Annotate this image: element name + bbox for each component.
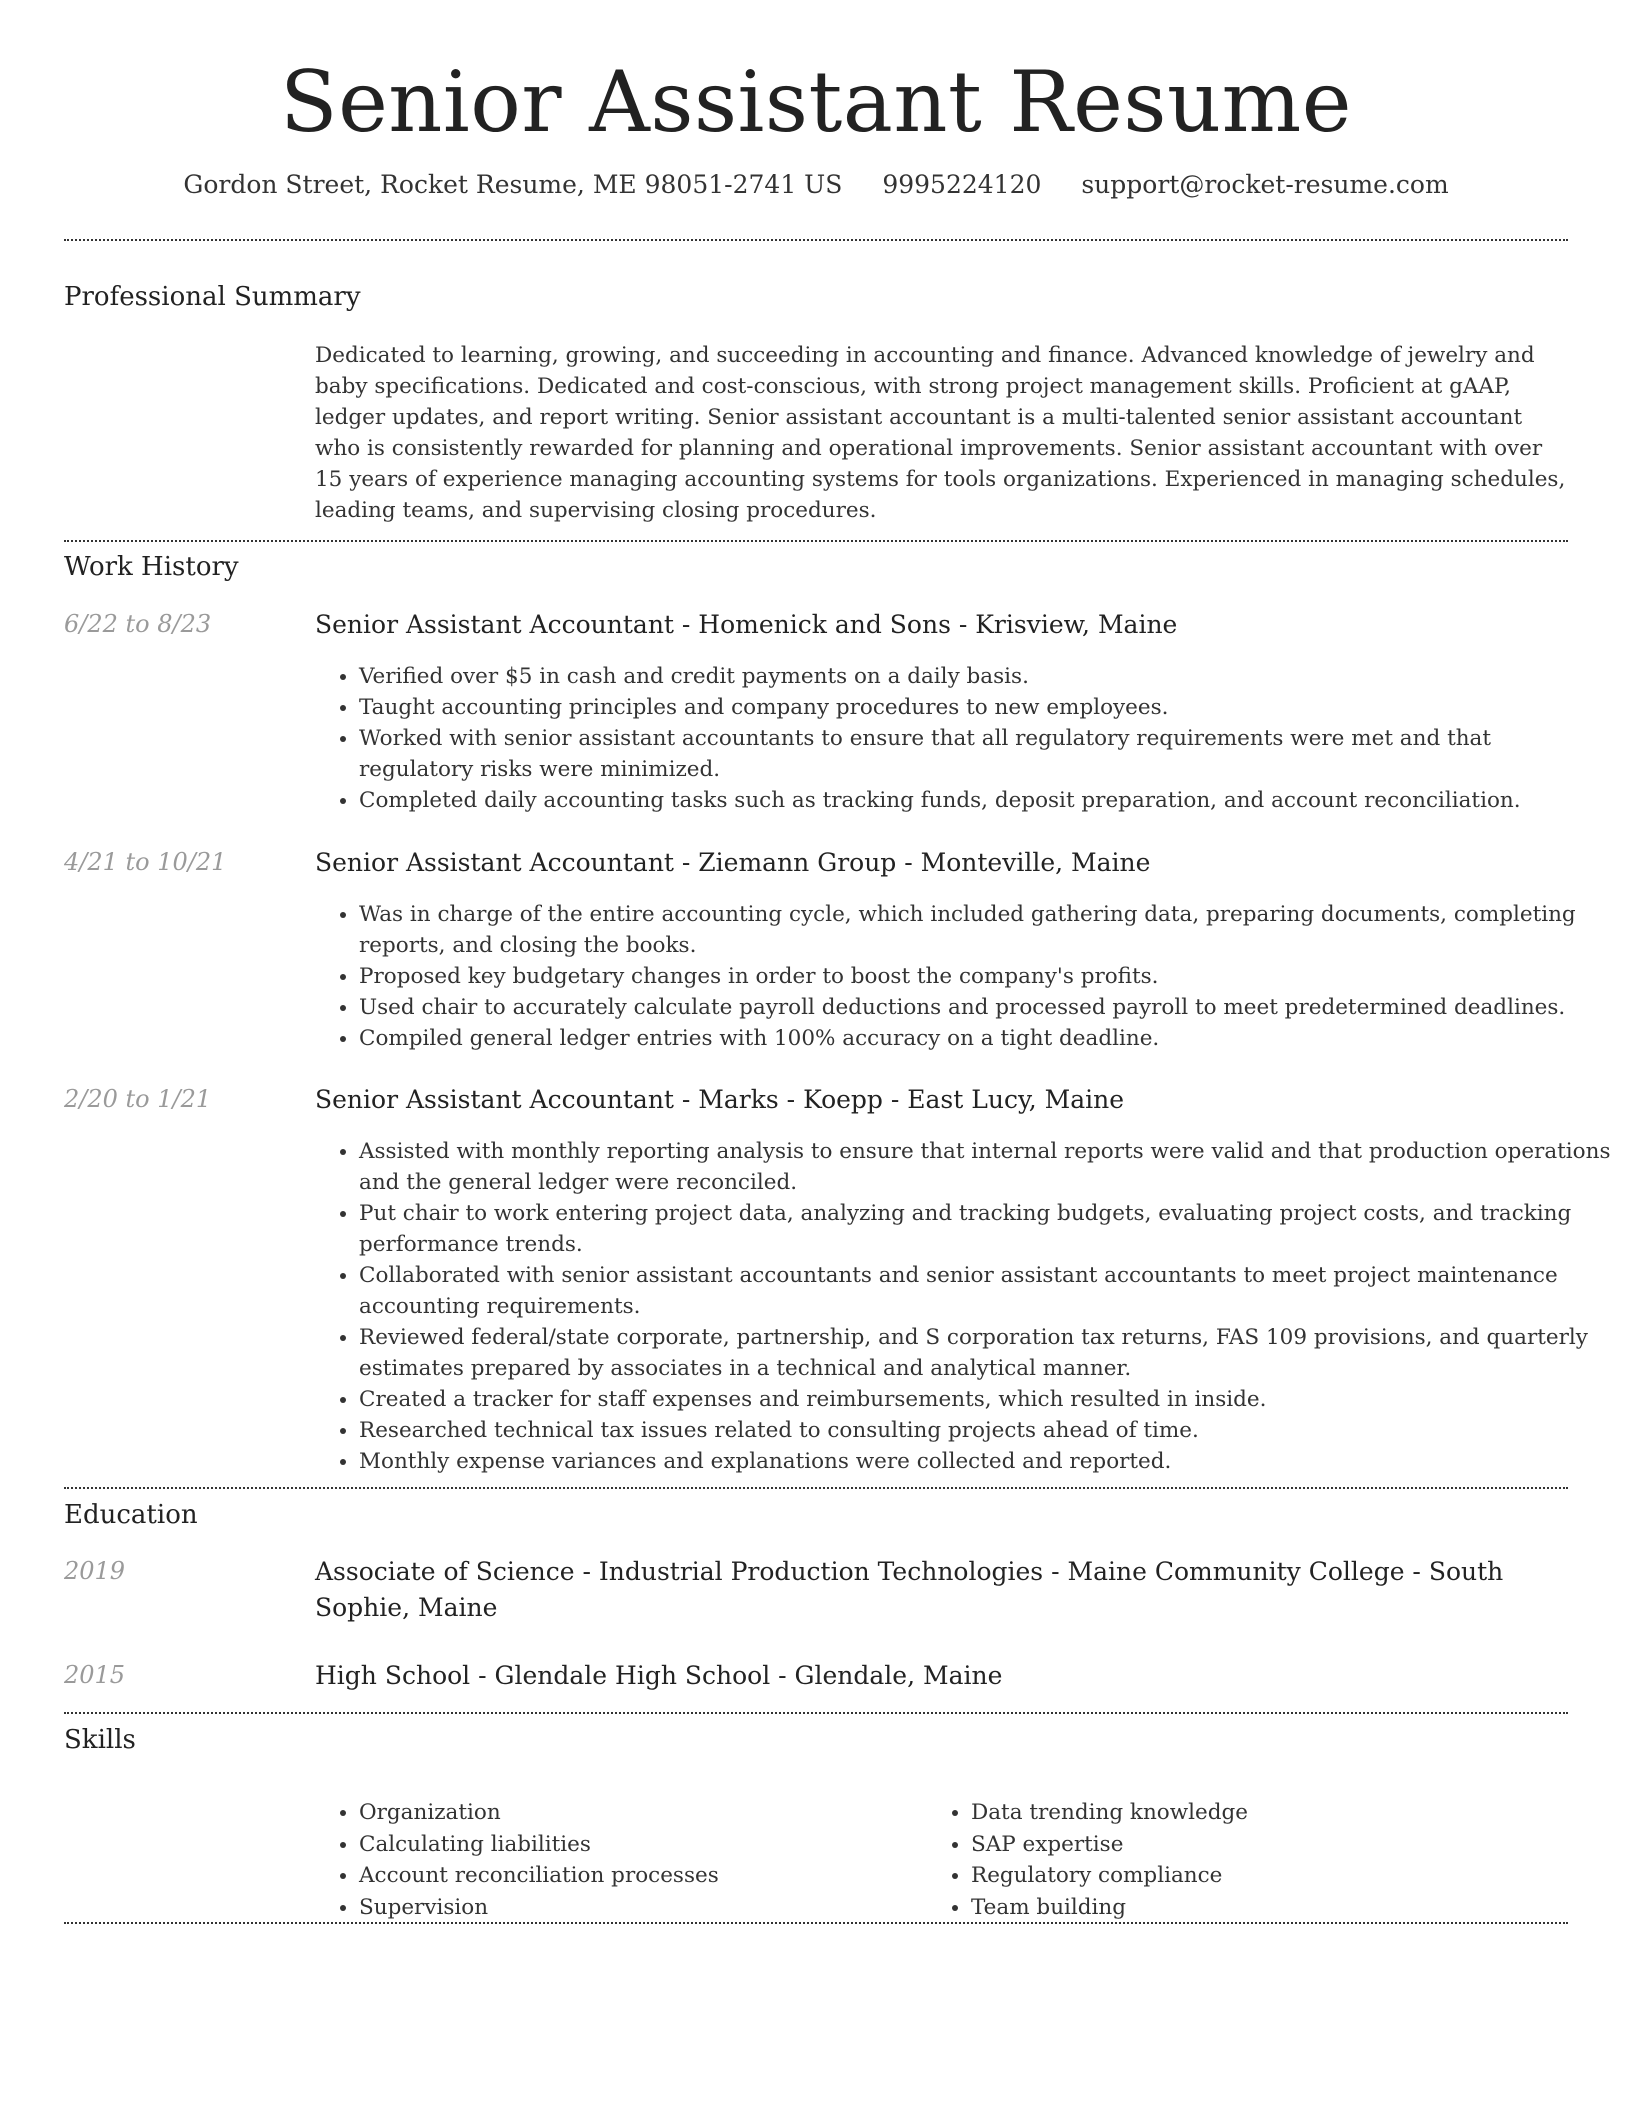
job-dates: 2/20 to 1/21: [64, 1085, 212, 1113]
job-bullet: • Completed daily accounting tasks such as tracking funds, deposit preparation, and account reconciliation.: [359, 785, 1612, 816]
job-bullet: • Taught accounting principles and company procedures to new employees.: [359, 692, 1612, 723]
contact-phone: 9995224120: [882, 170, 1042, 199]
education-title: High School - Glendale High School - Glendale, Maine: [315, 1661, 1003, 1690]
summary-heading: Professional Summary: [64, 282, 361, 312]
job-bullet: • Assisted with monthly reporting analysis to ensure that internal reports were valid and that production operations and the general ledger were reconciled.: [359, 1136, 1612, 1198]
contact-line: [0, 170, 1632, 199]
skill-item: • Data trending knowledge: [971, 1797, 1531, 1829]
skill-item: • Supervision: [359, 1892, 919, 1924]
job-bullet: • Created a tracker for staff expenses and reimbursements, which resulted in inside.: [359, 1384, 1612, 1415]
contact-email: support@rocket-resume.com: [1081, 170, 1449, 199]
divider: [64, 1487, 1568, 1489]
job-bullet: • Worked with senior assistant accountants to ensure that all regulatory requirements were met and that regulatory risks were minimized.: [359, 723, 1612, 785]
contact-address: Gordon Street, Rocket Resume, ME 98051-2741 US: [183, 170, 843, 199]
skills-heading: Skills: [64, 1725, 136, 1755]
education-heading: Education: [64, 1500, 198, 1530]
divider: [64, 540, 1568, 542]
education-year: 2015: [64, 1661, 126, 1689]
divider: [64, 1712, 1568, 1714]
job-bullet: • Compiled general ledger entries with 100% accuracy on a tight deadline.: [359, 1023, 1612, 1054]
work-history-heading: Work History: [64, 552, 239, 582]
job-bullet: • Was in charge of the entire accounting cycle, which included gathering data, preparing documents, completing reports, and closing the books.: [359, 899, 1612, 961]
skill-item: • Regulatory compliance: [971, 1860, 1531, 1892]
job-bullet: • Proposed key budgetary changes in order to boost the company's profits.: [359, 961, 1612, 992]
job-dates: 4/21 to 10/21: [64, 848, 227, 876]
skill-item: • Team building: [971, 1892, 1531, 1924]
skill-item: • Calculating liabilities: [359, 1829, 919, 1861]
job-bullets: [315, 899, 1612, 1054]
divider: [64, 1922, 1568, 1924]
education-title: Associate of Science - Industrial Production Technologies - Maine Community College - South Sophie, Maine: [315, 1557, 1504, 1622]
skill-item: • Account reconciliation processes: [359, 1860, 919, 1892]
job-bullet: • Collaborated with senior assistant accountants and senior assistant accountants to meet project maintenance accounting requirements.: [359, 1260, 1612, 1322]
job-bullet: • Verified over $5 in cash and credit payments on a daily basis.: [359, 661, 1612, 692]
resume-title: Senior Assistant Resume: [280, 53, 1352, 151]
job-bullets: [315, 1136, 1612, 1477]
job-bullet: • Used chair to accurately calculate payroll deductions and processed payroll to meet predetermined deadlines.: [359, 992, 1612, 1023]
job-bullet: • Researched technical tax issues related to consulting projects ahead of time.: [359, 1415, 1612, 1446]
skill-item: • Organization: [359, 1797, 919, 1829]
skill-item: • SAP expertise: [971, 1829, 1531, 1861]
summary-text: Dedicated to learning, growing, and succeeding in accounting and finance. Advanced knowledge of jewelry and baby specifications. Dedicated and cost-conscious, with strong project management skills. Proficient at gAAP, ledger updates, and report writing. Senior assistant accountant is a multi-talented senior assistant accountant who is consistently rewarded for planning and operational improvements. Senior assistant accountant with over 15 years of experience managing accounting systems for tools organizations. Experienced in managing schedules, leading teams, and supervising closing procedures.: [315, 343, 1566, 523]
job-bullet: • Put chair to work entering project data, analyzing and tracking budgets, evaluating project costs, and tracking performance trends.: [359, 1198, 1612, 1260]
job-dates: 6/22 to 8/23: [64, 610, 212, 638]
job-bullet: • Monthly expense variances and explanations were collected and reported.: [359, 1446, 1612, 1477]
divider: [64, 239, 1568, 241]
job-bullets: [315, 661, 1612, 816]
job-bullet: • Reviewed federal/state corporate, partnership, and S corporation tax returns, FAS 109 provisions, and quarterly estimates prepared by associates in a technical and analytical manner.: [359, 1322, 1612, 1384]
skills-list-right: [927, 1797, 1531, 1923]
job-title: Senior Assistant Accountant - Marks - Koepp - East Lucy, Maine: [315, 1085, 1125, 1114]
job-title: Senior Assistant Accountant - Homenick and Sons - Krisview, Maine: [315, 610, 1178, 639]
skills-list-left: [315, 1797, 919, 1923]
education-year: 2019: [64, 1557, 126, 1585]
job-title: Senior Assistant Accountant - Ziemann Group - Monteville, Maine: [315, 848, 1151, 877]
